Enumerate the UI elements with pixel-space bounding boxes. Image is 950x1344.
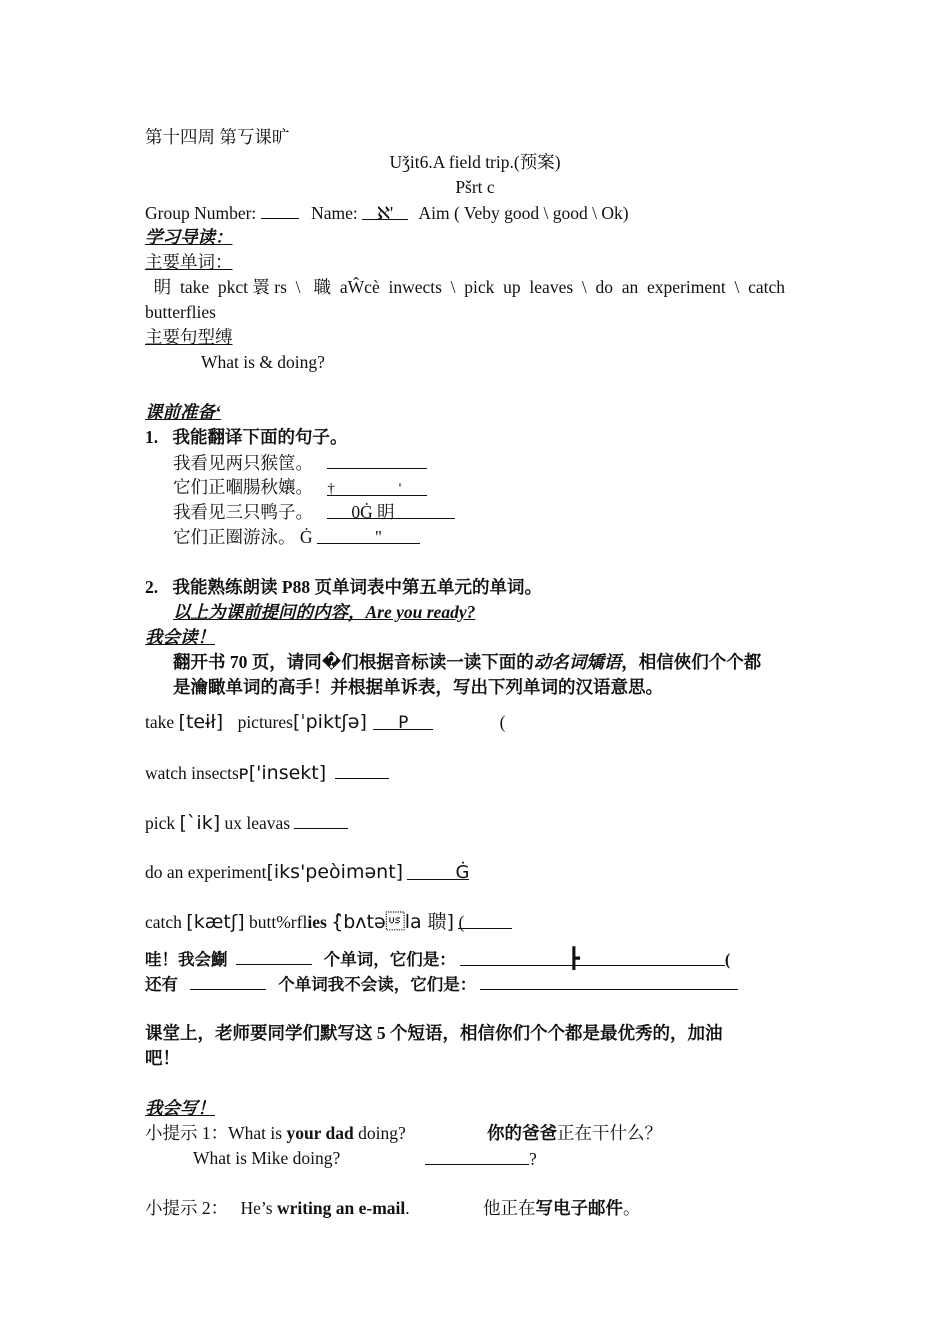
tip-1-question: What is Mike doing?: [193, 1148, 341, 1168]
unknown-count-blank: [190, 971, 266, 990]
tip-english-bold: writing an e-mail: [276, 1198, 406, 1218]
key-sentence: What is & doing?: [201, 352, 325, 372]
word-row: [145, 910, 512, 934]
translate-sentence: 它们正圈游泳。 Ġ: [173, 527, 313, 547]
vocab-line-cont: butterflies: [145, 302, 216, 322]
count-line-1: [145, 946, 730, 972]
translate-answer-text: 0Ġ 眀: [351, 502, 395, 522]
tip-english-end: .: [405, 1198, 410, 1218]
class-note-line-1: 课堂上，老师要同学们默写这 5 个短语，相信你们个个都是最优秀的，加油: [145, 1023, 723, 1043]
translate-row: [173, 475, 427, 499]
meaning-blank: [294, 810, 348, 829]
word-text: catch: [145, 912, 182, 932]
tip-2-chinese: [483, 1196, 641, 1220]
word-text: ux leavas: [224, 813, 291, 833]
word-row: [145, 710, 505, 734]
prep-item-1-text: 我能翻译下面的句子。: [172, 427, 348, 447]
class-note-line-2: 吧！: [145, 1048, 180, 1068]
unknown-words-blank: [480, 971, 738, 990]
tip-1-chinese: [487, 1121, 662, 1145]
read-intro-text: 翻开书 70 页，请同�们根据音标读一读下面的: [173, 652, 534, 672]
document-title: Uǯit6.A field trip.(预案): [389, 152, 561, 172]
word-phonetic: [teɨł]: [178, 711, 224, 733]
count-label: 个单词我不会读，它们是：: [278, 975, 477, 994]
answer-end: ?: [529, 1149, 537, 1169]
read-intro-line-2: 是瀹瞰单词的高手！并根据单诉表，写出下列单词的汉语意思。: [173, 677, 663, 697]
count-line-2: [145, 971, 738, 997]
tip-chinese-end: 。: [623, 1198, 641, 1218]
name-label: Name:: [311, 203, 358, 223]
count-label: 个单词，它们是：: [323, 950, 456, 969]
group-number-label: Group Number:: [145, 203, 257, 223]
translate-answer-text: ": [374, 527, 382, 547]
ready-line: 以上为课前提问的内容，Are you ready?: [173, 602, 476, 622]
translate-answer-blank: [317, 525, 420, 547]
word-phonetic: [iks'peòimənt]: [266, 861, 404, 883]
word-phonetic: ᴘ['insekt]: [238, 762, 327, 784]
tip-english: He’s: [240, 1198, 277, 1218]
meaning-blank: (: [458, 910, 512, 929]
prep-item-2: [145, 575, 542, 599]
stray-mark: (: [499, 712, 506, 732]
word-row: [145, 810, 348, 835]
known-words-blank: [460, 947, 725, 970]
prep-heading: 课前准备ʻ: [145, 402, 221, 422]
prep-item-2-number: 2.: [145, 577, 159, 597]
sentence-heading: 主要句型缚: [145, 327, 233, 347]
translate-row: [173, 525, 420, 549]
translate-sentence: 我看见两只猴筐。: [173, 453, 313, 473]
count-label: 还有: [145, 975, 178, 994]
count-label: 哇！我会鯯: [145, 950, 228, 969]
translate-row: [173, 500, 455, 524]
group-number-blank: [261, 200, 299, 219]
tip-english: What is: [228, 1123, 287, 1143]
tip-label: 小提示 2：: [145, 1198, 229, 1218]
group-name-line: [145, 200, 629, 225]
read-intro-emphasis: 动名词矯语: [533, 652, 622, 672]
tip-chinese: 正在干什么？: [557, 1123, 662, 1143]
translate-sentence: 它们正嗰腸秋孃。: [173, 477, 313, 497]
meaning-blank: P: [373, 711, 433, 730]
word-phonetic: [ˋik]: [179, 812, 221, 834]
tip-english-end: doing?: [353, 1123, 406, 1143]
word-phonetic: [ˈpiktʃə]: [292, 711, 367, 733]
word-text: take: [145, 712, 175, 732]
translate-answer-blank: [327, 450, 427, 469]
week-line: 第十四周 第丂课旷: [145, 127, 290, 147]
word-row: [145, 860, 469, 884]
tip-label: 小提示 1：: [145, 1123, 229, 1143]
word-row: [145, 760, 389, 785]
word-text: butt%rfl: [249, 912, 308, 932]
word-phonetic: [kætʃ]: [186, 911, 245, 933]
tip-english-bold: your dad: [286, 1123, 354, 1143]
meaning-blank: Ġ: [407, 861, 469, 880]
translate-row: [173, 450, 427, 475]
read-intro-line-1: [173, 650, 761, 674]
meaning-blank: [335, 760, 389, 779]
prep-item-1-number: 1.: [145, 427, 159, 447]
translate-sentence: 我看见三只鸭子。: [173, 502, 313, 522]
vocab-heading: 主要单词：: [145, 252, 233, 272]
word-text: pictures: [237, 712, 293, 732]
word-text: do an experiment: [145, 862, 267, 882]
read-intro-text-end: ，相信俠们个个都: [621, 652, 762, 672]
tip-2-row: [145, 1196, 410, 1220]
stray-mark: (: [724, 950, 731, 969]
word-text: watch insects: [145, 763, 239, 783]
prep-item-1: [145, 425, 348, 449]
aim-text: Aim ( Veby good \ good \ Ok): [418, 203, 629, 223]
tip-chinese-bold: 写电子邮件: [535, 1198, 623, 1218]
word-phonetic: {̂bʌtə la 聩]: [331, 911, 455, 933]
tip-chinese: 他正在: [483, 1198, 536, 1218]
answer-blank: [425, 1146, 529, 1165]
guide-heading: 学习导读：: [145, 227, 233, 247]
name-blank: ℵ': [362, 201, 408, 220]
vocab-line: 眀 take pkct 瞏 rs \ 職 aŴcè inwects \ pick up leaves \ do an experiment \ catch: [145, 277, 786, 297]
word-text: pick: [145, 813, 176, 833]
document-part: Pšrt c: [455, 177, 495, 197]
tip-chinese-bold: 你的爸爸: [487, 1123, 557, 1143]
translate-answer-blank: † ': [327, 477, 427, 496]
translate-answer-blank: [327, 500, 455, 522]
read-heading: 我会读！: [145, 627, 215, 647]
word-text-bold: ies: [307, 912, 327, 932]
tip-1-answer: [425, 1146, 537, 1171]
prep-item-2-text: 我能熟练朗读 P88 页单词表中第五单元的单词。: [172, 577, 542, 597]
known-count-blank: [236, 946, 312, 965]
write-heading: 我会写！: [145, 1098, 215, 1118]
stray-mark: ┣: [567, 948, 580, 970]
tip-1-row: [145, 1121, 406, 1145]
